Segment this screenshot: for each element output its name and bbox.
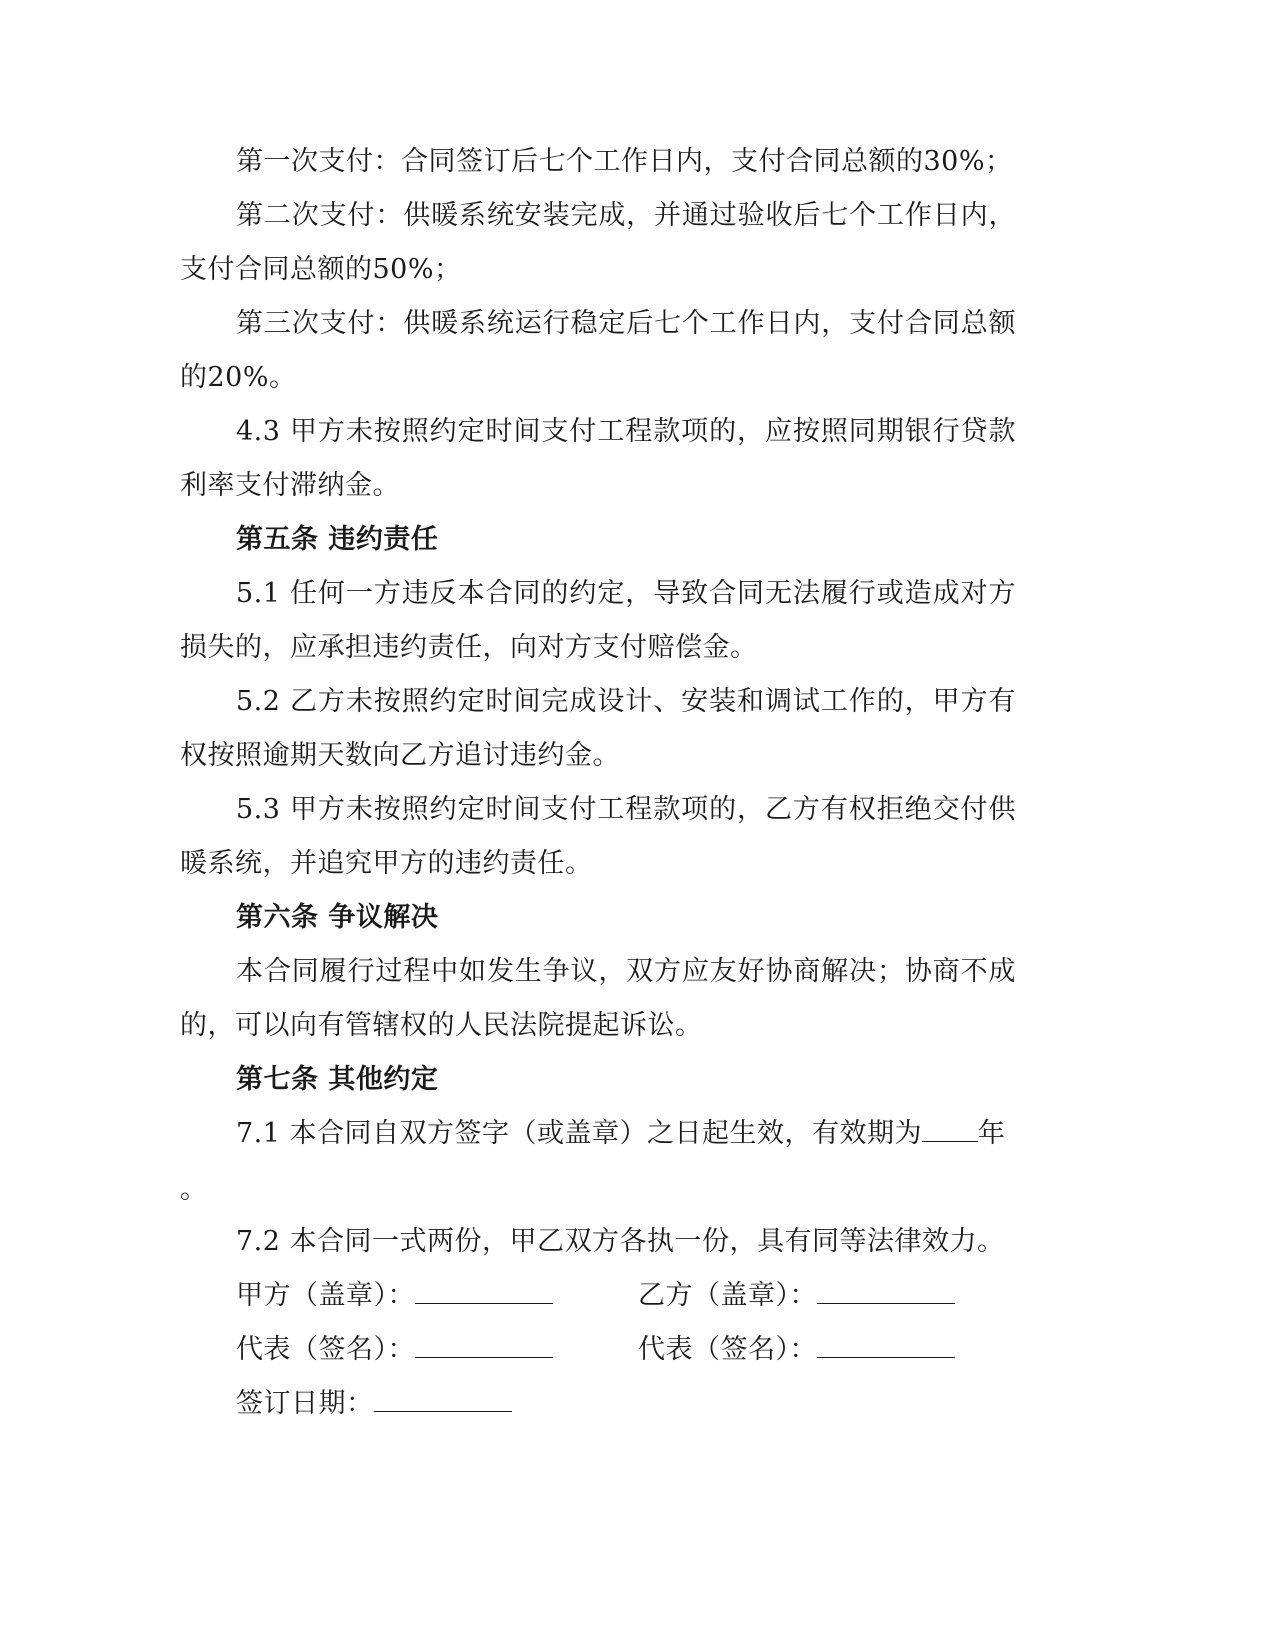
payment-third-continued: 的20%。 (180, 362, 297, 393)
party-b-rep-row (638, 1332, 955, 1368)
payment-first-line: 第一次支付：合同签订后七个工作日内，支付合同总额的30%； (236, 146, 1013, 177)
clause-5-3-continued: 暖系统，并追究甲方的违约责任。 (180, 848, 593, 879)
clause-5-3-line: 5.3 甲方未按照约定时间支付工程款项的，乙方有权拒绝交付供 (236, 794, 1016, 825)
party-b-rep-blank (817, 1333, 955, 1358)
party-b-seal-row (638, 1278, 955, 1314)
article-5-heading: 第五条 违约责任 (236, 524, 439, 555)
clause-7-2-line: 7.2 本合同一式两份，甲乙双方各执一份，具有同等法律效力。 (236, 1226, 1005, 1257)
article-6-body-continued: 的，可以向有管辖权的人民法院提起诉讼。 (180, 1010, 703, 1041)
party-a-seal-blank (415, 1279, 553, 1304)
payment-third-line: 第三次支付：供暖系统运行稳定后七个工作日内，支付合同总额 (236, 308, 1016, 339)
sign-date-blank (374, 1387, 512, 1412)
clause-7-1-line (236, 1116, 1006, 1152)
payment-second-continued: 支付合同总额的50%； (180, 254, 462, 285)
sign-date-row (236, 1386, 512, 1422)
clause-7-1-text: 7.1 本合同自双方签字（或盖章）之日起生效，有效期为 (236, 1118, 923, 1149)
clause-5-2-continued: 权按照逾期天数向乙方追讨违约金。 (180, 740, 620, 771)
party-a-rep-blank (415, 1333, 553, 1358)
article-6-heading: 第六条 争议解决 (236, 902, 439, 933)
party-b-rep-label: 代表（签名）： (638, 1334, 817, 1365)
clause-4-3-line: 4.3 甲方未按照约定时间支付工程款项的，应按照同期银行贷款 (236, 416, 1016, 447)
clause-7-1-continued: 。 (180, 1174, 208, 1205)
party-a-rep-row (236, 1332, 553, 1368)
clause-5-2-line: 5.2 乙方未按照约定时间完成设计、安装和调试工作的，甲方有 (236, 686, 1016, 717)
party-b-seal-blank (817, 1279, 955, 1304)
clause-4-3-continued: 利率支付滞纳金。 (180, 470, 400, 501)
sign-date-label: 签订日期： (236, 1388, 374, 1419)
article-7-heading: 第七条 其他约定 (236, 1064, 439, 1095)
clause-5-1-continued: 损失的，应承担违约责任，向对方支付赔偿金。 (180, 632, 758, 663)
party-a-seal-row (236, 1278, 553, 1314)
validity-years-blank (922, 1117, 978, 1142)
clause-5-1-line: 5.1 任何一方违反本合同的约定，导致合同无法履行或造成对方 (236, 578, 1016, 609)
article-6-body-line: 本合同履行过程中如发生争议，双方应友好协商解决；协商不成 (236, 956, 1016, 987)
payment-second-line: 第二次支付：供暖系统安装完成，并通过验收后七个工作日内， (236, 200, 1016, 231)
clause-7-1-year-unit: 年 (978, 1118, 1006, 1149)
party-a-seal-label: 甲方（盖章）： (236, 1280, 415, 1311)
party-b-seal-label: 乙方（盖章）： (638, 1280, 817, 1311)
party-a-rep-label: 代表（签名）： (236, 1334, 415, 1365)
